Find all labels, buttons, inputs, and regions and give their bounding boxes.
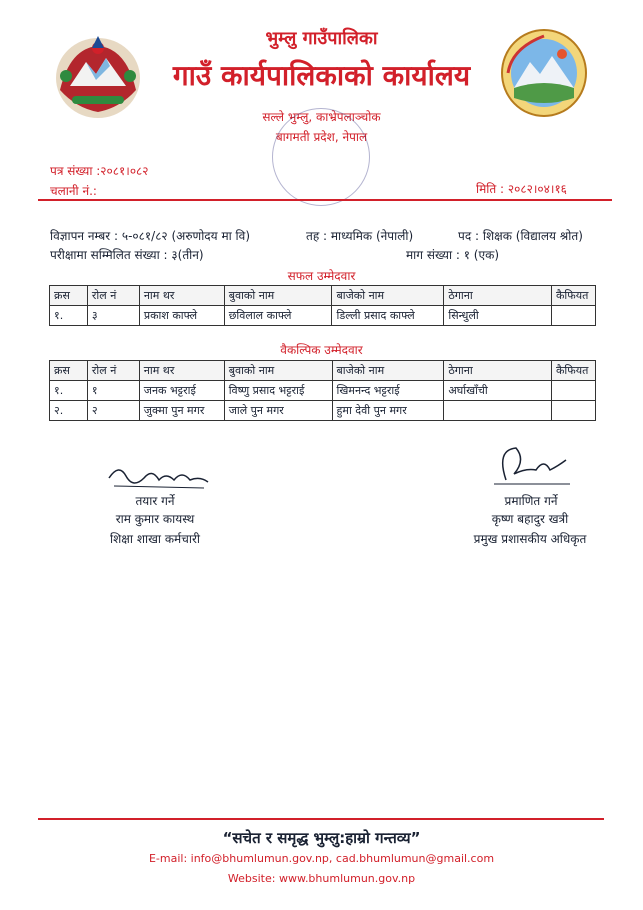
prepared-by-name: राम कुमार कायस्थ (115, 512, 195, 526)
column-header: रोल नं (87, 286, 139, 306)
table-cell: १. (50, 306, 88, 326)
column-header: ठेगाना (444, 286, 552, 306)
table-cell: छविलाल काफ्ले (224, 306, 332, 326)
column-header: नाम थर (139, 286, 224, 306)
dispatch-number: चलानी नं.: (50, 184, 97, 198)
table-header-row (50, 361, 596, 381)
table-cell: जनक भट्टराई (139, 381, 224, 401)
table-cell: २ (87, 401, 139, 421)
table-cell (551, 381, 595, 401)
signature-scribble-right (486, 440, 576, 490)
header-divider (38, 199, 612, 201)
column-header: बुवाको नाम (224, 286, 332, 306)
address-line-1: सल्ले भुम्लु, काभ्रेपलाञ्चोक (262, 110, 381, 124)
examinees-count: परीक्षामा सम्मिलित संख्या : ३(तीन) (50, 248, 204, 262)
table-cell (551, 401, 595, 421)
signature-scribble-left (104, 458, 214, 494)
alternate-candidates-table (49, 360, 596, 421)
column-header: नाम थर (139, 361, 224, 381)
column-header: बाजेको नाम (332, 361, 444, 381)
prepared-by-title: शिक्षा शाखा कर्मचारी (110, 532, 200, 546)
table-cell: १. (50, 381, 88, 401)
demand-count: माग संख्या : १ (एक) (406, 248, 499, 262)
table-cell: डिल्ली प्रसाद काफ्ले (332, 306, 444, 326)
table-cell: खिमनन्द भट्टराई (332, 381, 444, 401)
address-line-2: बागमती प्रदेश, नेपाल (275, 130, 368, 144)
table-cell (444, 401, 552, 421)
alternate-candidates-title: वैकल्पिक उम्मेदवार (280, 343, 363, 357)
table-cell: हुमा देवी पुन मगर (332, 401, 444, 421)
post: पद : शिक्षक (विद्यालय श्रोत) (458, 229, 583, 243)
footer-website: Website: www.bhumlumun.gov.np (227, 872, 416, 885)
level: तह : माध्यमिक (नेपाली) (306, 229, 414, 243)
table-header-row (50, 286, 596, 306)
column-header: बाजेको नाम (332, 286, 444, 306)
municipality-name: भुम्लु गाउँपालिका (265, 28, 378, 49)
successful-candidates-title: सफल उम्मेदवार (287, 269, 356, 283)
table-cell: प्रकाश काफ्ले (139, 306, 224, 326)
column-header: कैफियत (551, 361, 595, 381)
column-header: ठेगाना (444, 361, 552, 381)
table-cell: जाले पुन मगर (224, 401, 332, 421)
table-cell: १ (87, 381, 139, 401)
column-header: क्रस (50, 286, 88, 306)
office-name: गाउँ कार्यपालिकाको कार्यालय (172, 59, 471, 92)
table-cell: २. (50, 401, 88, 421)
office-stamp (272, 108, 370, 206)
table-cell: ३ (87, 306, 139, 326)
footer-email: E-mail: info@bhumlumun.gov.np, cad.bhumlumun@gmail.com (148, 852, 495, 865)
verified-by-name: कृष्ण बहादुर खत्री (491, 512, 569, 526)
table-cell: जुक्मा पुन मगर (139, 401, 224, 421)
column-header: बुवाको नाम (224, 361, 332, 381)
successful-candidates-table (49, 285, 596, 326)
column-header: रोल नं (87, 361, 139, 381)
column-header: क्रस (50, 361, 88, 381)
verified-by-label: प्रमाणित गर्ने (504, 494, 558, 508)
vacancy-number: विज्ञापन नम्बर : ५-०८१/८२ (अरुणोदय मा वि) (50, 229, 251, 243)
table-cell (551, 306, 595, 326)
prepared-by-label: तयार गर्ने (135, 494, 175, 508)
verified-by-title: प्रमुख प्रशासकीय अधिकृत (473, 532, 587, 546)
table-row (50, 401, 596, 421)
footer-divider (38, 818, 604, 820)
table-cell: विष्णु प्रसाद भट्टराई (224, 381, 332, 401)
table-cell: सिन्धुली (444, 306, 552, 326)
table-cell: अर्घाखाँची (444, 381, 552, 401)
letter-number: पत्र संख्या :२०८१।०८२ (50, 164, 149, 178)
table-row (50, 306, 596, 326)
table-row (50, 381, 596, 401)
column-header: कैफियत (551, 286, 595, 306)
footer-motto: “सचेत र समृद्ध भुम्लु:हाम्रो गन्तव्य” (222, 829, 421, 847)
date: मिति : २०८२।०४।१६ (476, 182, 567, 196)
